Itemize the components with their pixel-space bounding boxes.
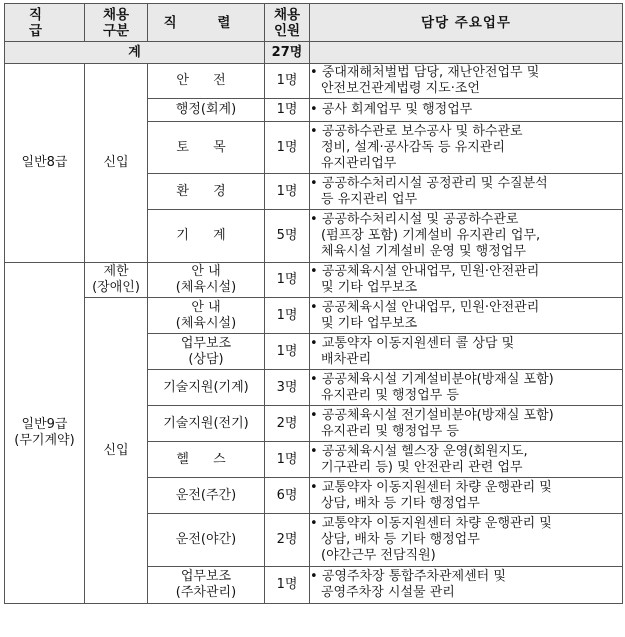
position-cell-line: 행정(회계) [175,102,237,117]
header-type [85,4,148,42]
header-count-line2: 인원 [273,22,301,39]
header-position: 직 렬 [148,4,265,42]
duty-line: • 교통약자 이동지원센터 차량 운행관리 및 [310,516,622,532]
position-cell-line: 기술지원(전기) [163,415,249,431]
duty-line: • 공공하수처리시설 공정관리 및 수질분석 [310,176,622,192]
type-cell [85,263,148,298]
count-cell: 1명 [265,567,310,604]
duty-line: 상담, 배차 등 기타 행정업무 [321,495,480,511]
header-type-line2: 구분 [102,22,130,39]
duty-cell [310,406,623,442]
count-cell: 1명 [265,263,310,298]
position-cell-line: 안 전 [176,73,236,88]
position-cell-line: 환 경 [176,183,236,199]
table-row [5,298,623,334]
position-cell-line: 업무보조 [180,569,232,584]
duty-cell [310,478,623,514]
duty-cell [310,370,623,406]
duty-cell [310,263,623,298]
duty-line: • 중대재해처벌법 담당, 재난안전업무 및 [310,65,622,81]
position-cell-line: 업무보조 [180,335,232,351]
rank-cell: 일반8급 [5,64,85,263]
type-cell-line: 제한 [103,264,129,279]
duty-line: • 공영주차장 통합주차관제센터 및 [310,569,622,585]
duty-line: (펌프장 포함) 기계설비 유지관리 업무, [321,228,541,243]
recruitment-table [4,3,623,604]
position-cell-line: (주차관리) [175,585,237,600]
count-cell: 2명 [265,514,310,567]
duty-cell [310,514,623,567]
header-count-line1: 채용 [273,6,301,23]
total-duty-empty [310,42,623,64]
count-cell: 1명 [265,334,310,370]
position-cell [148,514,265,567]
duty-cell [310,298,623,334]
position-cell [148,478,265,514]
count-cell: 5명 [265,210,310,263]
type-cell: 신입 [85,298,148,604]
type-cell-line: (장애인) [92,280,140,295]
duty-line: • 공공체육시설 기계설비분야(방재실 포함) [310,372,622,388]
duty-cell [310,64,623,99]
duty-line: 상담, 배차 등 기타 행정업무 [321,532,480,547]
total-row [5,42,623,64]
position-cell-line: (체육시설) [175,315,237,331]
duty-line: • 공공하수처리시설 및 공공하수관로 [310,212,622,228]
position-cell [148,174,265,210]
duty-line: • 공공체육시설 헬스장 운영(회원지도, [310,444,622,460]
total-label: 계 [5,42,265,64]
count-cell: 1명 [265,99,310,122]
duty-line: • 공공체육시설 안내업무, 민원·안전관리 [310,264,622,280]
position-cell [148,334,265,370]
duty-line: • 공공체육시설 안내업무, 민원·안전관리 [310,300,622,316]
rank-cell-line: 일반9급 [21,417,68,432]
count-cell: 1명 [265,64,310,99]
position-cell-line: (상담) [188,351,224,367]
count-cell: 1명 [265,442,310,478]
duty-cell [310,122,623,174]
duty-line: • 공공체육시설 전기설비분야(방재실 포함) [310,408,622,424]
duty-line: • 교통약자 이동지원센터 콜 상담 및 [310,336,622,352]
duty-cell [310,210,623,263]
count-cell: 6명 [265,478,310,514]
position-cell [148,442,265,478]
position-cell-line: 기 계 [176,228,236,243]
duty-cell [310,334,623,370]
position-cell [148,210,265,263]
duty-line: 정비, 설계·공사감독 등 유지관리 [321,139,505,155]
position-cell-line: 토 목 [176,139,236,155]
type-cell: 신입 [85,64,148,263]
position-cell-line: 안 내 [191,299,221,315]
header-count [265,4,310,42]
duty-cell [310,567,623,604]
duty-line: 유지관리업무 [321,155,397,171]
duty-line: 기구관리 등) 및 안전관리 관련 업무 [321,459,523,475]
duty-line: 및 기타 업무보조 [321,280,418,295]
duty-line: • 공사 회계업무 및 행정업무 [310,102,622,118]
position-cell [148,567,265,604]
duty-line: 및 기타 업무보조 [321,315,418,331]
duty-line: • 교통약자 이동지원센터 차량 운행관리 및 [310,480,622,496]
duty-line: 등 유지관리 업무 [321,191,418,207]
position-cell [148,406,265,442]
table-row [5,64,623,99]
header-row [5,4,623,42]
duty-line: 안전보건관계법령 지도·조언 [321,81,480,96]
position-cell-line: 운전(야간) [175,532,237,547]
header-type-line1: 채용 [102,6,130,23]
position-cell [148,122,265,174]
header-rank: 직 급 [5,4,85,42]
position-cell-line: 안 내 [191,264,221,279]
count-cell: 2명 [265,406,310,442]
position-cell [148,298,265,334]
duty-cell [310,442,623,478]
position-cell [148,263,265,298]
duty-line: 유지관리 및 행정업무 등 [321,387,459,403]
position-cell [148,370,265,406]
position-cell-line: 기술지원(기계) [163,379,249,395]
duty-line: 배차관리 [321,351,372,367]
header-duty: 담당 주요업무 [310,4,623,42]
rank-cell-line: (무기계약) [14,433,75,448]
duty-line: 공영주차장 시설물 관리 [321,585,455,600]
duty-cell [310,99,623,122]
duty-line: 체육시설 기계설비 운영 및 행정업무 [321,244,526,259]
duty-line: • 공공하수관로 보수공사 및 하수관로 [310,124,622,140]
position-cell-line: 운전(주간) [175,487,237,503]
duty-line: 유지관리 및 행정업무 등 [321,423,459,439]
table-row [5,263,623,298]
position-cell [148,99,265,122]
position-cell-line: (체육시설) [175,280,237,295]
duty-cell [310,174,623,210]
total-count: 27명 [265,42,310,64]
count-cell: 3명 [265,370,310,406]
duty-line: (야간근무 전담직원) [321,548,436,563]
rank-cell [5,263,85,604]
position-cell [148,64,265,99]
position-cell-line: 헬 스 [176,451,236,467]
count-cell: 1명 [265,298,310,334]
count-cell: 1명 [265,122,310,174]
count-cell: 1명 [265,174,310,210]
